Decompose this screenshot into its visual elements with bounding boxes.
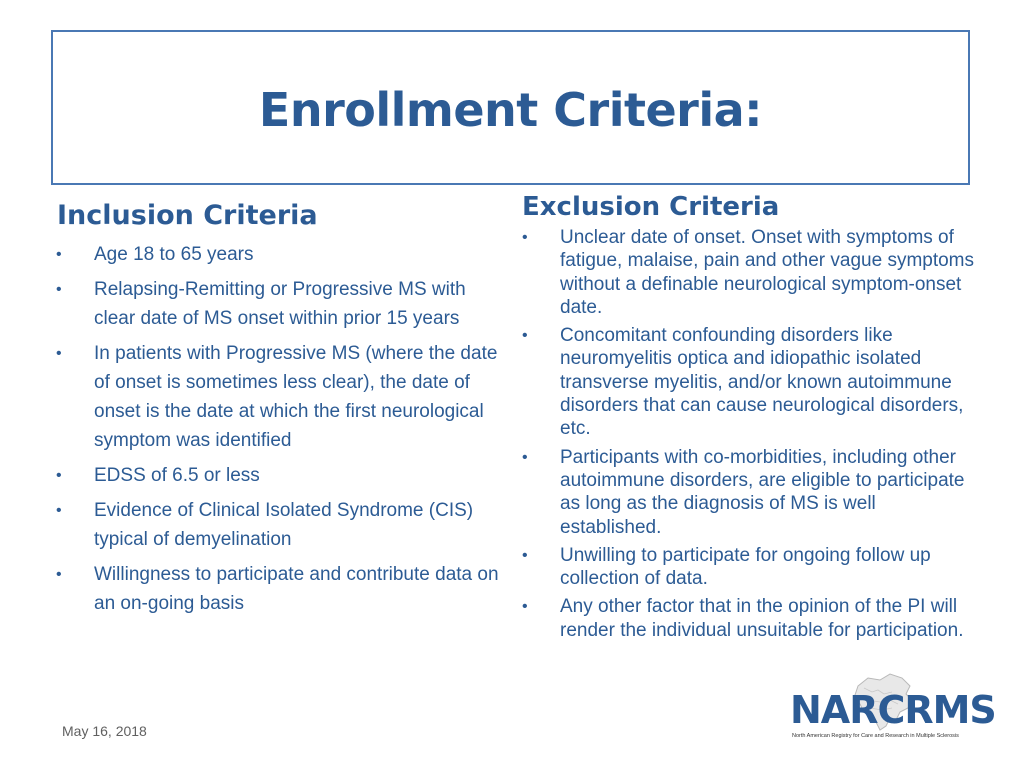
bullet-icon: •	[522, 327, 528, 345]
bullet-icon: •	[56, 467, 62, 484]
logo-tagline: North American Registry for Care and Research in Multiple Sclerosis	[792, 733, 959, 739]
list-item-text: EDSS of 6.5 or less	[94, 465, 260, 486]
bullet-icon: •	[522, 598, 528, 616]
list-item	[522, 595, 982, 642]
list-item-text: Concomitant confounding disorders like neuromyelitis optica and idiopathic isolated transverse myelitis, and/or known autoimmune disorders that can cause neurological disorders, etc.	[560, 325, 964, 440]
inclusion-heading: Inclusion Criteria	[57, 200, 318, 231]
bullet-icon: •	[522, 546, 528, 564]
bullet-icon: •	[522, 229, 528, 246]
bullet-icon: •	[56, 345, 62, 362]
list-item-text: Unclear date of onset. Onset with symptoms of fatigue, malaise, pain and other vague symptoms without a definable neurological symptom-onset date.	[560, 227, 975, 318]
list-item	[522, 324, 982, 440]
bullet-icon: •	[56, 281, 62, 298]
list-item-text: In patients with Progressive MS (where the date of onset is sometimes less clear), the date of onset is the date at which the first neurological symptom was identified	[94, 343, 498, 451]
bullet-icon: •	[522, 448, 528, 466]
bullet-icon: •	[56, 566, 62, 583]
list-item	[56, 560, 512, 618]
logo-wordmark: NARCRMS	[790, 688, 996, 732]
list-item	[522, 544, 982, 591]
list-item	[56, 461, 512, 490]
list-item-text: Age 18 to 65 years	[94, 244, 254, 265]
bullet-icon: •	[56, 502, 62, 519]
list-item-text: Willingness to participate and contribute data on an on-going basis	[94, 564, 499, 614]
list-item	[56, 496, 512, 554]
list-item	[522, 226, 982, 319]
list-item	[56, 339, 512, 455]
list-item-text: Evidence of Clinical Isolated Syndrome (CIS) typical of demyelination	[94, 500, 474, 550]
list-item	[56, 275, 512, 333]
inclusion-list	[57, 240, 512, 618]
footer-date: May 16, 2018	[62, 723, 147, 739]
bullet-icon: •	[56, 246, 62, 263]
inclusion-column	[57, 198, 512, 624]
exclusion-heading: Exclusion Criteria	[522, 192, 780, 222]
title-box	[51, 30, 970, 185]
list-item	[56, 240, 512, 269]
narcrms-logo	[790, 672, 996, 752]
exclusion-column	[522, 190, 982, 647]
list-item-text: Unwilling to participate for ongoing follow up collection of data.	[560, 544, 931, 590]
exclusion-list	[522, 226, 982, 642]
list-item-text: Relapsing-Remitting or Progressive MS with clear date of MS onset within prior 15 years	[94, 279, 466, 329]
page-title: Enrollment Criteria:	[258, 82, 763, 137]
list-item-text: Participants with co-morbidities, including other autoimmune disorders, are eligible to participate as long as the diagnosis of MS is well established.	[560, 446, 965, 538]
list-item	[522, 446, 982, 539]
list-item-text: Any other factor that in the opinion of the PI will render the individual unsuitable for participation.	[560, 596, 964, 641]
